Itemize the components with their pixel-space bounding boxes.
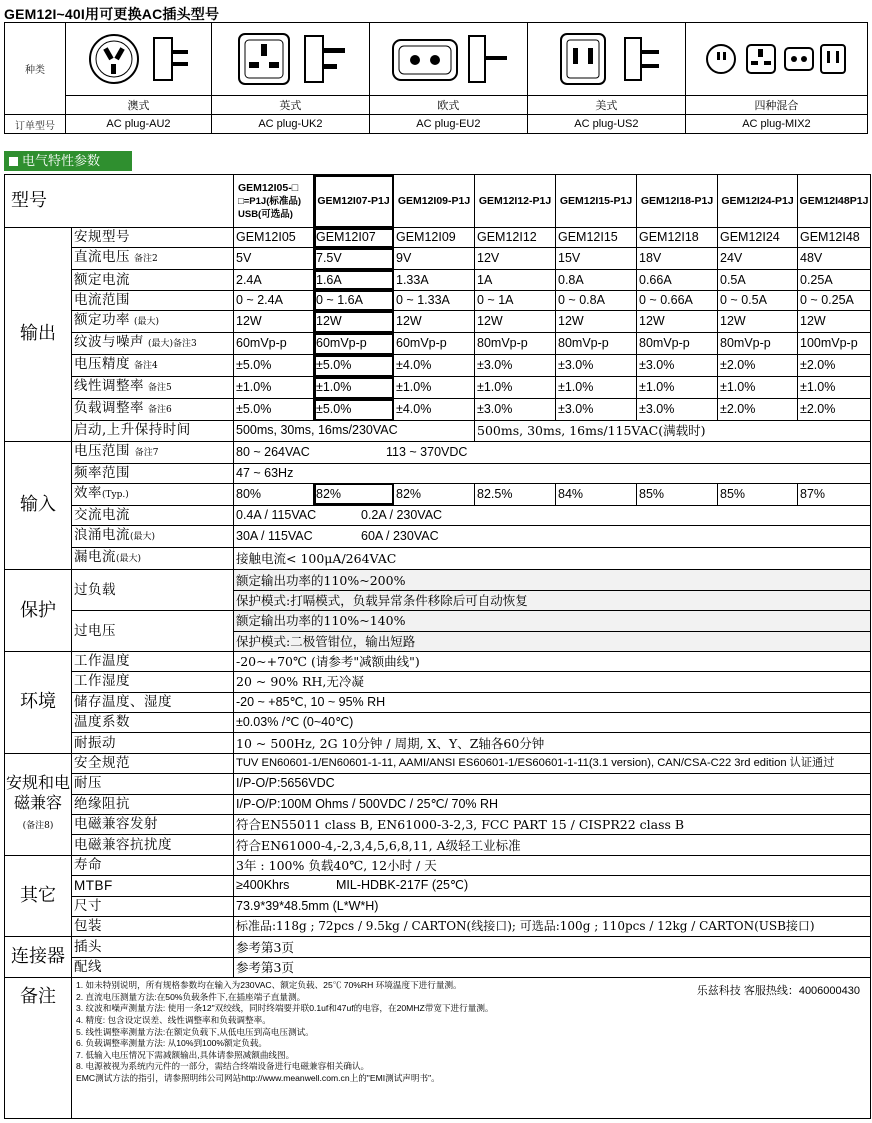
other-value-2: 73.9*39*48.5mm (L*W*H) <box>234 896 871 916</box>
connector-value-1: 参考第3页 <box>234 957 871 977</box>
output-label-text: 负载调整率 <box>74 400 144 417</box>
input-eff-row <box>5 483 871 505</box>
output-value: 100mVp-p <box>798 333 871 355</box>
output-value: 80mVp-p <box>637 333 718 355</box>
input-eff-value: 82% <box>314 483 394 505</box>
env-value-4: 10 ~ 500Hz, 2G 10分钟 / 周期, X、Y、Z轴各60分钟 <box>234 733 871 753</box>
output-value: ±3.0% <box>475 399 556 421</box>
output-value: ±2.0% <box>798 355 871 377</box>
output-value: 0 ~ 1A <box>475 290 556 310</box>
connector-value-0: 参考第3页 <box>234 937 871 957</box>
output-value: 0 ~ 0.5A <box>718 290 798 310</box>
hotline: 乐兹科技 客服热线：4006000430 <box>696 985 860 998</box>
output-value: ±3.0% <box>556 355 637 377</box>
note-line: 4. 精度: 包含设定误差、线性调整率和负载调整率。 <box>76 1014 271 1025</box>
safety-label-2: 绝缘阻抗 <box>72 794 234 814</box>
other-value-3: 标准品:118g ; 72pcs / 9.5kg / CARTON(线接口); 可选品:100g ; 110pcs / 12kg / CARTON(USB接口) <box>234 916 871 936</box>
header-model-7: GEM12I48P1J <box>798 175 871 228</box>
input-eff-note: (Typ.) <box>102 489 129 500</box>
other-label-1: MTBF <box>72 876 234 896</box>
input-leak-note: (最大) <box>116 554 142 565</box>
safety-value-4: 符合EN61000-4,-2,3,4,5,6,8,11, A级轻工业标准 <box>234 835 871 855</box>
output-value: 0.25A <box>798 270 871 290</box>
plug-order-label: 订单型号 <box>5 115 66 134</box>
input-eff-label <box>72 483 234 505</box>
plug-image-mix <box>685 23 867 96</box>
input-eff-value: 82.5% <box>475 483 556 505</box>
safety-value-3: 符合EN55011 class B, EN61000-3-2,3, FCC PART 15 / CISPR22 class B <box>234 815 871 835</box>
env-label-0: 工作温度 <box>72 651 234 671</box>
output-row <box>5 333 871 355</box>
protection-overload-l2: 保护模式:打嗝模式，负载异常条件移除后可自动恢复 <box>234 590 871 610</box>
group-safety-note: (备注8) <box>22 820 54 831</box>
section-header <box>4 151 132 171</box>
group-protection: 保护 <box>5 570 72 652</box>
output-label-text: 线性调整率 <box>74 378 144 395</box>
other-label-3: 包装 <box>72 916 234 936</box>
env-value-3: ±0.03% /℃ (0~40℃) <box>234 713 871 733</box>
plug-region-mix: 四种混合 <box>685 96 867 115</box>
output-label-note: (最大)备注3 <box>148 339 197 350</box>
holdup-value-2: 500ms, 30ms, 16ms/115VAC(满载时) <box>475 421 871 441</box>
output-row <box>5 248 871 270</box>
header-model-3: GEM12I12-P1J <box>475 175 556 228</box>
output-value: ±4.0% <box>394 355 475 377</box>
output-label <box>72 311 234 333</box>
output-label-text: 额定功率 <box>74 312 130 329</box>
input-leak-value: 接触电流< 100μA/264VAC <box>234 548 871 570</box>
input-inrush-label-text: 浪涌电流 <box>74 527 130 544</box>
output-value: 12W <box>475 311 556 333</box>
output-label <box>72 228 234 248</box>
input-inrush-note: (最大) <box>130 532 156 543</box>
plug-table <box>4 22 868 134</box>
input-inrush-v1: 30A / 115VAC <box>236 529 313 544</box>
group-input: 输入 <box>5 441 72 570</box>
output-value: GEM12I18 <box>637 228 718 248</box>
page-title: GEM12I~40I用可更换AC插头型号 <box>4 6 220 22</box>
header-gem12i05 <box>234 175 314 228</box>
env-value-2: -20 ~ +85℃, 10 ~ 95% RH <box>234 692 871 712</box>
output-value: 1.6A <box>314 270 394 290</box>
output-value: ±2.0% <box>798 399 871 421</box>
output-value: ±3.0% <box>556 399 637 421</box>
output-value: 5V <box>234 248 314 270</box>
output-value: 0.66A <box>637 270 718 290</box>
note-line: 5. 线性调整率测量方法:在额定负载下,从低电压到高电压测试。 <box>76 1026 314 1037</box>
output-value: 1A <box>475 270 556 290</box>
output-value: 12W <box>394 311 475 333</box>
output-value: ±1.0% <box>234 377 314 399</box>
safety-label-4: 电磁兼容抗扰度 <box>72 835 234 855</box>
output-value: GEM12I09 <box>394 228 475 248</box>
output-label-text: 安规型号 <box>74 229 130 246</box>
output-label-note: (最大) <box>134 317 160 328</box>
input-voltage-value <box>234 441 871 463</box>
other-value-0: 3年 : 100% 负载40℃, 12小时 / 天 <box>234 855 871 875</box>
output-value: GEM12I07 <box>314 228 394 248</box>
output-value: ±5.0% <box>234 399 314 421</box>
other-label-2: 尺寸 <box>72 896 234 916</box>
output-value: 9V <box>394 248 475 270</box>
input-eff-value: 84% <box>556 483 637 505</box>
plug-model-uk: AC plug-UK2 <box>211 115 369 134</box>
notes-cell <box>72 978 871 1119</box>
output-value: 60mVp-p <box>234 333 314 355</box>
input-inrush-v2: 60A / 230VAC <box>361 529 439 544</box>
note-line: 3. 纹波和噪声测量方法: 使用一条12"双绞线，同时终端要并联0.1uf和47uf的电容，在20MHZ带宽下进行量测。 <box>76 1003 494 1014</box>
input-ac-current-value <box>234 505 871 525</box>
protection-ov-label: 过电压 <box>72 611 234 652</box>
other-value-1b: MIL-HDBK-217F (25℃) <box>336 878 469 893</box>
output-value: 60mVp-p <box>394 333 475 355</box>
output-value: 0 ~ 1.33A <box>394 290 475 310</box>
output-label-text: 直流电压 <box>74 249 130 266</box>
output-row <box>5 377 871 399</box>
output-value: 12W <box>637 311 718 333</box>
output-value: ±5.0% <box>234 355 314 377</box>
output-value: 0 ~ 0.25A <box>798 290 871 310</box>
env-label-2: 储存温度、湿度 <box>72 692 234 712</box>
output-value: 0.5A <box>718 270 798 290</box>
output-label-note: 备注4 <box>134 361 158 372</box>
output-label <box>72 290 234 310</box>
input-freq-value: 47 ~ 63Hz <box>234 463 871 483</box>
header-model-5: GEM12I18-P1J <box>637 175 718 228</box>
spec-table <box>4 174 871 1119</box>
output-label <box>72 355 234 377</box>
protection-ov-l2: 保护模式:二极管钳位，输出短路 <box>234 631 871 651</box>
output-value: ±1.0% <box>718 377 798 399</box>
square-bullet-icon <box>9 157 18 166</box>
plug-model-au: AC plug-AU2 <box>66 115 212 134</box>
note-line: 6. 负载调整率测量方法: 从10%到100%额定负载。 <box>76 1038 268 1049</box>
input-ac-current-label: 交流电流 <box>72 505 234 525</box>
plug-image-eu <box>369 23 527 96</box>
safety-value-1: I/P-O/P:5656VDC <box>234 774 871 794</box>
output-row <box>5 399 871 421</box>
output-value: ±3.0% <box>637 355 718 377</box>
output-value: 60mVp-p <box>314 333 394 355</box>
output-value: GEM12I15 <box>556 228 637 248</box>
output-value: ±1.0% <box>394 377 475 399</box>
model-label: 型号 <box>5 175 234 228</box>
input-voltage-v1: 80 ~ 264VAC <box>236 444 310 459</box>
output-value: 12W <box>234 311 314 333</box>
output-section <box>5 228 871 442</box>
note-line: 1. 如未特别说明，所有规格参数均在输入为230VAC、额定负载、25℃ 70%RH 环境温度下进行量测。 <box>76 980 462 991</box>
output-label-text: 额定电流 <box>74 271 130 288</box>
output-value: ±1.0% <box>556 377 637 399</box>
safety-label-0: 安全规范 <box>72 753 234 773</box>
header-model-1: GEM12I07-P1J <box>314 175 394 228</box>
input-leak-label <box>72 548 234 570</box>
output-label <box>72 270 234 290</box>
header-gem12i05-l2: □=P1J(标准品) <box>238 195 302 207</box>
note-line: 2. 直流电压测量方法:在50%负载条件下,在插座端子直量测。 <box>76 991 306 1002</box>
output-label <box>72 399 234 421</box>
output-value: ±1.0% <box>798 377 871 399</box>
other-value-1a: ≥400Khrs <box>236 878 290 893</box>
other-value-1 <box>234 876 871 896</box>
input-leak-label-text: 漏电流 <box>74 549 116 566</box>
output-label <box>72 248 234 270</box>
note-line: 7. 低输入电压情况下需减额输出,具体请参照减额曲线图。 <box>76 1049 295 1060</box>
output-row <box>5 270 871 290</box>
output-value: 12W <box>798 311 871 333</box>
output-label-text: 电压精度 <box>74 356 130 373</box>
plug-image-uk <box>211 23 369 96</box>
plug-image-au <box>66 23 212 96</box>
output-value: 7.5V <box>314 248 394 270</box>
holdup-label: 启动,上升保持时间 <box>72 421 234 441</box>
header-gem12i05-l3: USB(可选品) <box>238 208 293 220</box>
group-connector: 连接器 <box>5 937 72 978</box>
output-value: GEM12I24 <box>718 228 798 248</box>
mix-plug-icon <box>701 26 851 92</box>
output-value: ±2.0% <box>718 355 798 377</box>
output-value: 0 ~ 2.4A <box>234 290 314 310</box>
output-row <box>5 355 871 377</box>
env-label-1: 工作湿度 <box>72 672 234 692</box>
safety-value-0: TUV EN60601-1/EN60601-1-11, AAMI/ANSI ES60601-1/ES60601-1-11(3.1 version), CAN/CSA-C22 3rd edition 认证通过 <box>234 753 871 773</box>
output-value: GEM12I48 <box>798 228 871 248</box>
input-ac-current-v2: 0.2A / 230VAC <box>361 508 443 523</box>
output-label-note: 备注6 <box>148 405 172 416</box>
plug-model-us: AC plug-US2 <box>527 115 685 134</box>
output-value: 15V <box>556 248 637 270</box>
plug-model-eu: AC plug-EU2 <box>369 115 527 134</box>
header-model-6: GEM12I24-P1J <box>718 175 798 228</box>
output-value: 24V <box>718 248 798 270</box>
input-eff-value: 87% <box>798 483 871 505</box>
header-model-4: GEM12I15-P1J <box>556 175 637 228</box>
note-line: 8. 电源被视为系统内元件的一部分，需结合终端设备进行电磁兼容相关确认。 <box>76 1061 370 1072</box>
input-eff-value: 85% <box>637 483 718 505</box>
output-value: 0.8A <box>556 270 637 290</box>
plug-model-mix: AC plug-MIX2 <box>685 115 867 134</box>
output-value: 0 ~ 0.8A <box>556 290 637 310</box>
env-value-0: -20~+70℃ (请参考"减额曲线") <box>234 651 871 671</box>
plug-image-us <box>527 23 685 96</box>
input-ac-current-v1: 0.4A / 115VAC <box>236 508 317 523</box>
safety-value-2: I/P-O/P:100M Ohms / 500VDC / 25℃/ 70% RH <box>234 794 871 814</box>
connector-label-0: 插头 <box>72 937 234 957</box>
output-value: 12W <box>718 311 798 333</box>
holdup-value-1: 500ms, 30ms, 16ms/230VAC <box>234 421 475 441</box>
section-title: 电气特性参数 <box>22 153 101 168</box>
input-voltage-label-text: 电压范围 <box>74 442 130 459</box>
output-value: 0 ~ 1.6A <box>314 290 394 310</box>
output-value: 80mVp-p <box>718 333 798 355</box>
eu-plug-icon <box>383 26 513 92</box>
input-voltage-label <box>72 441 234 463</box>
input-eff-value: 80% <box>234 483 314 505</box>
header-model-2: GEM12I09-P1J <box>394 175 475 228</box>
connector-label-1: 配线 <box>72 957 234 977</box>
us-plug-icon <box>541 26 671 92</box>
output-value: 80mVp-p <box>475 333 556 355</box>
output-value: ±5.0% <box>314 355 394 377</box>
output-label-note: 备注5 <box>148 383 172 394</box>
protection-ov-l1: 额定输出功率的110%~140% <box>234 611 871 631</box>
output-value: ±1.0% <box>475 377 556 399</box>
plug-type-label: 种类 <box>5 23 66 115</box>
group-safety-text: 安规和电磁兼容 <box>5 772 70 812</box>
output-value: 0 ~ 0.66A <box>637 290 718 310</box>
output-value: 1.33A <box>394 270 475 290</box>
output-label <box>72 377 234 399</box>
input-freq-label: 频率范围 <box>72 463 234 483</box>
input-inrush-label <box>72 526 234 548</box>
output-value: 48V <box>798 248 871 270</box>
output-value: ±4.0% <box>394 399 475 421</box>
output-value: ±2.0% <box>718 399 798 421</box>
input-voltage-v2: 113 ~ 370VDC <box>386 444 468 459</box>
output-label-text: 纹波与噪声 <box>74 334 144 351</box>
group-notes: 备注 <box>5 978 72 1119</box>
input-voltage-note: 备注7 <box>134 447 159 458</box>
output-label-note: 备注2 <box>134 254 158 265</box>
output-value: 12V <box>475 248 556 270</box>
group-safety <box>5 753 72 855</box>
output-value: 2.4A <box>234 270 314 290</box>
other-label-0: 寿命 <box>72 855 234 875</box>
plug-region-au: 澳式 <box>66 96 212 115</box>
plug-region-uk: 英式 <box>211 96 369 115</box>
group-output: 输出 <box>5 228 72 442</box>
output-value: GEM12I12 <box>475 228 556 248</box>
input-eff-value: 85% <box>718 483 798 505</box>
safety-label-1: 耐压 <box>72 774 234 794</box>
output-value: ±1.0% <box>314 377 394 399</box>
input-inrush-value <box>234 526 871 548</box>
au-plug-icon <box>78 26 198 92</box>
output-row <box>5 290 871 310</box>
group-environment: 环境 <box>5 651 72 753</box>
input-eff-label-text: 效率 <box>74 484 102 501</box>
note-line: EMC测试方法的指引，请参照明纬公司网站http://www.meanwell.com.cn上的"EMI测试声明书"。 <box>76 1072 440 1083</box>
output-value: 18V <box>637 248 718 270</box>
output-value: GEM12I05 <box>234 228 314 248</box>
header-gem12i05-l1: GEM12I05-□ <box>238 181 299 194</box>
output-label <box>72 333 234 355</box>
output-value: ±5.0% <box>314 399 394 421</box>
output-label-text: 电流范围 <box>74 291 130 308</box>
plug-region-us: 美式 <box>527 96 685 115</box>
protection-overload-l1: 额定输出功率的110%~200% <box>234 570 871 590</box>
output-value: ±3.0% <box>475 355 556 377</box>
input-eff-value: 82% <box>394 483 475 505</box>
output-row <box>5 228 871 248</box>
output-value: 80mVp-p <box>556 333 637 355</box>
env-value-1: 20 ~ 90% RH,无冷凝 <box>234 672 871 692</box>
protection-overload-label: 过负载 <box>72 570 234 611</box>
output-value: 12W <box>556 311 637 333</box>
uk-plug-icon <box>225 26 355 92</box>
env-label-3: 温度系数 <box>72 713 234 733</box>
output-value: ±3.0% <box>637 399 718 421</box>
plug-region-eu: 欧式 <box>369 96 527 115</box>
safety-label-3: 电磁兼容发射 <box>72 815 234 835</box>
output-value: 12W <box>314 311 394 333</box>
output-value: ±1.0% <box>637 377 718 399</box>
output-row <box>5 311 871 333</box>
group-other: 其它 <box>5 855 72 937</box>
env-label-4: 耐振动 <box>72 733 234 753</box>
